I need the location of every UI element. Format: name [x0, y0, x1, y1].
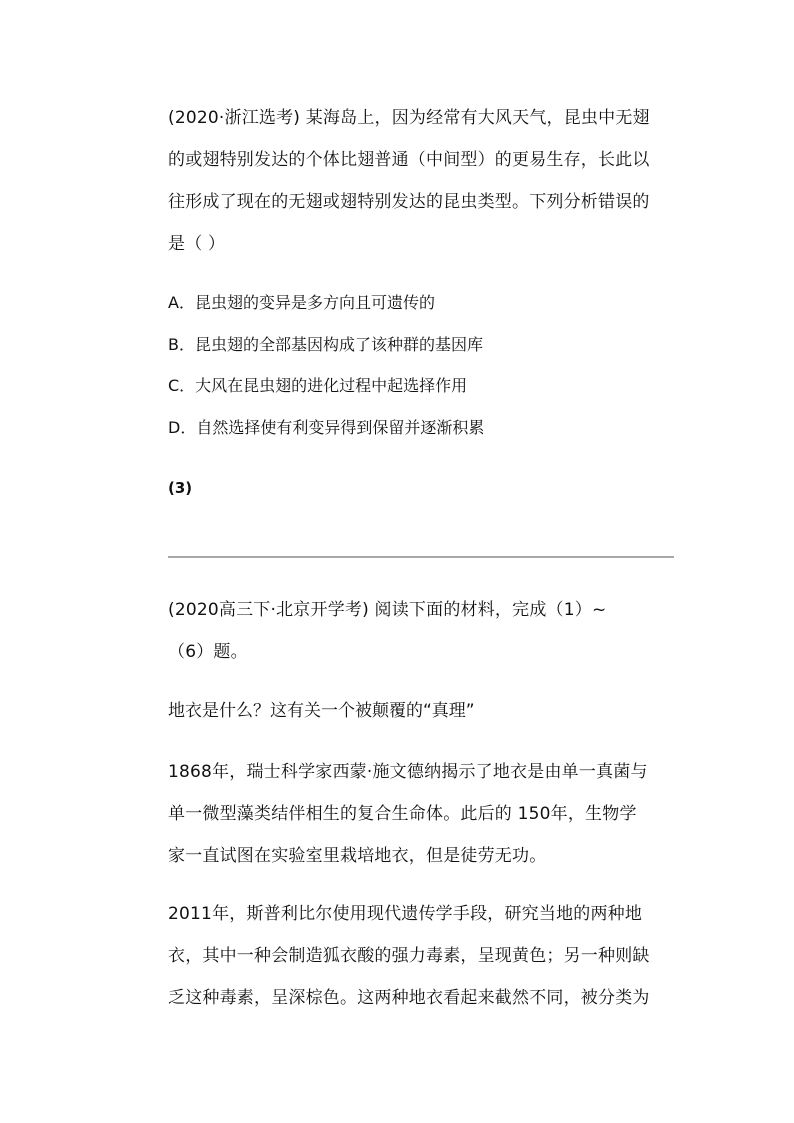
question1-stem-line: (2020·浙江选考) 某海岛上，因为经常有大风天气，昆虫中无翅	[168, 108, 650, 128]
question2-header	[168, 589, 676, 673]
paragraph-line: 单一微型藻类结伴相生的复合生命体。此后的 150年，生物学	[168, 804, 637, 824]
paragraph-line: 家一直试图在实验室里栽培地衣，但是徒劳无功。	[168, 846, 547, 866]
question2-header-line: （6）题。	[168, 642, 248, 662]
answer-label: (3)	[168, 479, 193, 497]
paragraph-line: 2011年，斯普利比尔使用现代遗传学手段，研究当地的两种地	[168, 904, 643, 924]
passage-title: 地衣是什么？这有关一个被颠覆的“真理”	[168, 701, 475, 721]
question2-header-line: (2020高三下·北京开学考) 阅读下面的材料，完成（1）~	[168, 600, 607, 620]
option-c: C．大风在昆虫翅的进化过程中起选择作用	[168, 376, 468, 395]
question1-stem-line: 是（ ）	[168, 234, 226, 254]
paragraph-line: 衣，其中一种会制造狐衣酸的强力毒素，呈现黄色；另一种则缺	[168, 946, 650, 966]
option-b: B．昆虫翅的全部基因构成了该种群的基因库	[168, 335, 483, 354]
passage-paragraph-2	[168, 893, 676, 1019]
option-a: A．昆虫翅的变异是多方向且可遗传的	[168, 293, 435, 312]
question1-stem-line: 的或翅特别发达的个体比翅普通（中间型）的更易生存，长此以	[168, 150, 650, 170]
question1-stem	[168, 97, 676, 265]
section-divider	[168, 556, 674, 558]
option-d: D．自然选择使有利变异得到保留并逐渐积累	[168, 418, 485, 437]
paragraph-line: 1868年，瑞士科学家西蒙·施文德纳揭示了地衣是由单一真菌与	[168, 762, 648, 782]
question1-stem-line: 往形成了现在的无翅或翅特别发达的昆虫类型。下列分析错误的	[168, 192, 650, 212]
passage-paragraph-1	[168, 751, 676, 877]
paragraph-line: 乏这种毒素，呈深棕色。这两种地衣看起来截然不同，被分类为	[168, 988, 650, 1008]
